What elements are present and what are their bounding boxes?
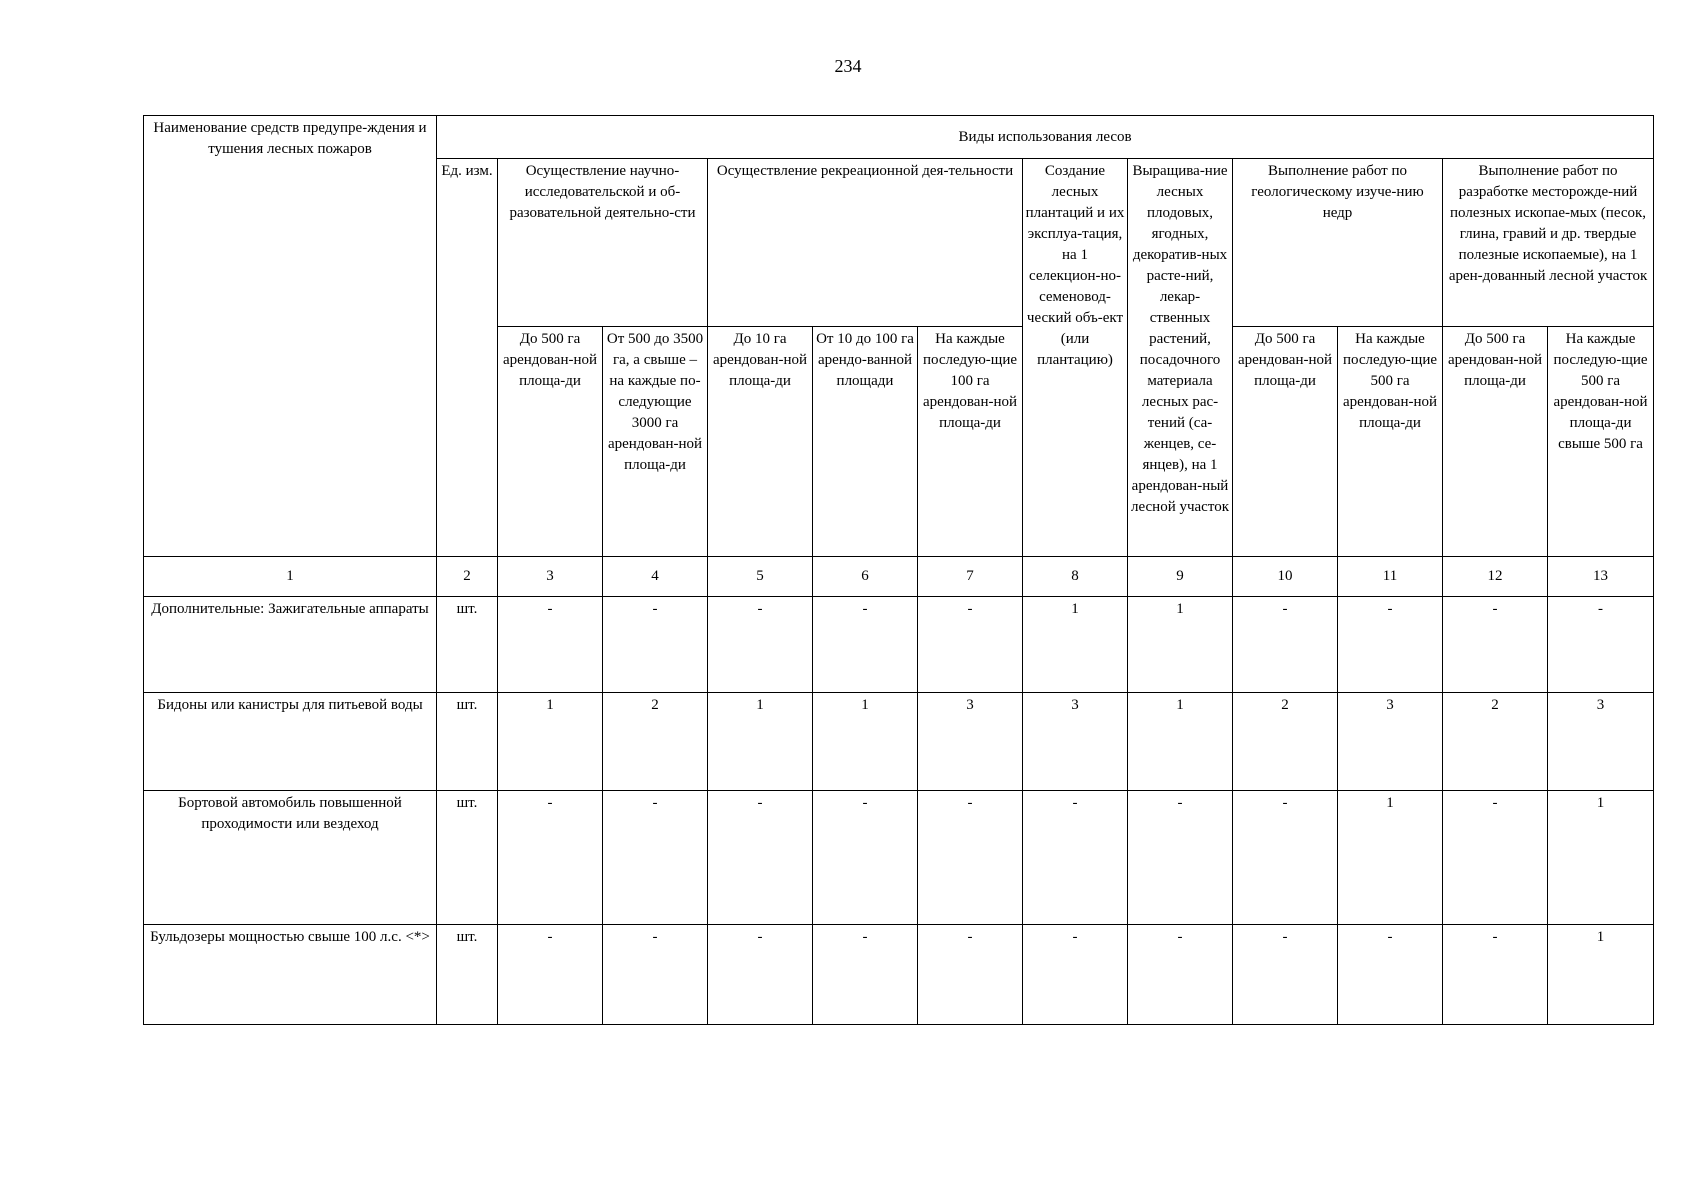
table-cell: - — [1233, 597, 1338, 693]
header-sub-11: На каждые последую-щие 500 га арендован-ной площа-ди — [1338, 327, 1443, 557]
table-cell: - — [1338, 925, 1443, 1025]
table-cell: 1 — [1023, 597, 1128, 693]
table-cell: - — [1548, 597, 1654, 693]
table-cell: 1 — [813, 693, 918, 791]
header-sub-6: От 10 до 100 га арендо-ванной площади — [813, 327, 918, 557]
table-cell: 3 — [1023, 693, 1128, 791]
table-cell: - — [813, 597, 918, 693]
table-cell: 1 — [1548, 925, 1654, 1025]
column-number: 5 — [708, 557, 813, 597]
header-name-column: Наименование средств предупре-ждения и тушения лесных пожаров — [144, 116, 437, 557]
column-number: 7 — [918, 557, 1023, 597]
row-name: Дополнительные: Зажигательные аппараты — [144, 597, 437, 693]
table-row — [144, 791, 1654, 925]
table-cell: - — [1443, 791, 1548, 925]
table-row — [144, 597, 1654, 693]
table-cell: - — [603, 597, 708, 693]
table-cell: - — [708, 925, 813, 1025]
table-cell: 1 — [1338, 791, 1443, 925]
table-cell: - — [813, 925, 918, 1025]
header-group-recreation: Осуществление рекреационной дея-тельности — [708, 159, 1023, 327]
row-name: Бульдозеры мощностью свыше 100 л.с. <*> — [144, 925, 437, 1025]
header-sub-3: До 500 га арендован-ной площа-ди — [498, 327, 603, 557]
table-cell: - — [1443, 597, 1548, 693]
table-cell: 1 — [498, 693, 603, 791]
table-cell: - — [918, 791, 1023, 925]
table-cell: 2 — [1443, 693, 1548, 791]
row-unit: шт. — [437, 693, 498, 791]
column-number: 4 — [603, 557, 708, 597]
column-number: 13 — [1548, 557, 1654, 597]
table-cell: - — [1233, 791, 1338, 925]
table-cell: 1 — [1548, 791, 1654, 925]
table-cell: - — [1128, 791, 1233, 925]
table-cell: 2 — [603, 693, 708, 791]
column-number: 9 — [1128, 557, 1233, 597]
table-cell: - — [1233, 925, 1338, 1025]
table-cell: - — [1443, 925, 1548, 1025]
row-unit: шт. — [437, 597, 498, 693]
table-cell: 3 — [1548, 693, 1654, 791]
table-cell: - — [918, 597, 1023, 693]
table-cell: - — [498, 791, 603, 925]
table-cell: 2 — [1233, 693, 1338, 791]
table-row — [144, 693, 1654, 791]
table-cell: 3 — [1338, 693, 1443, 791]
table-cell: 3 — [918, 693, 1023, 791]
row-unit: шт. — [437, 925, 498, 1025]
header-sub-10: До 500 га арендован-ной площа-ди — [1233, 327, 1338, 557]
column-number: 11 — [1338, 557, 1443, 597]
column-number: 1 — [144, 557, 437, 597]
fire-equipment-table — [143, 115, 1654, 1025]
column-number: 6 — [813, 557, 918, 597]
header-group-growing: Выращива-ние лесных плодовых, ягодных, декоратив-ных расте-ний, лекар-ственных растений, посадочного материала лесных рас-тений (са-женцев, се-янцев), на 1 арендован-ный лесной участок — [1128, 159, 1233, 557]
table-cell: - — [1128, 925, 1233, 1025]
row-unit: шт. — [437, 791, 498, 925]
table-cell: - — [1023, 925, 1128, 1025]
table-cell: - — [1338, 597, 1443, 693]
table-row — [144, 925, 1654, 1025]
header-unit: Ед. изм. — [437, 159, 498, 557]
header-forest-use-types: Виды использования лесов — [437, 116, 1654, 159]
header-group-science: Осуществление научно-исследовательской и об-разовательной деятельно-сти — [498, 159, 708, 327]
column-number: 12 — [1443, 557, 1548, 597]
table-cell: - — [603, 791, 708, 925]
header-sub-4: От 500 до 3500 га, а свыше – на каждые по-следующие 3000 га арендован-ной площа-ди — [603, 327, 708, 557]
table-cell: - — [708, 597, 813, 693]
header-group-mining: Выполнение работ по разработке месторожде-ний полезных ископае-мых (песок, глина, гравий и др. твердые полезные ископаемые), на 1 арен-дованный лесной участок — [1443, 159, 1654, 327]
column-number: 2 — [437, 557, 498, 597]
header-sub-12: До 500 га арендован-ной площа-ди — [1443, 327, 1548, 557]
header-group-plantations: Создание лесных плантаций и их эксплуа-тация, на 1 селекцион-но-семеновод-ческий объ-ект (или плантацию) — [1023, 159, 1128, 557]
column-number-row — [144, 557, 1654, 597]
header-sub-5: До 10 га арендован-ной площа-ди — [708, 327, 813, 557]
table-cell: - — [1023, 791, 1128, 925]
table-cell: - — [918, 925, 1023, 1025]
table-cell: 1 — [708, 693, 813, 791]
table-cell: - — [498, 597, 603, 693]
header-sub-13: На каждые последую-щие 500 га арендован-ной площа-ди свыше 500 га — [1548, 327, 1654, 557]
column-number: 3 — [498, 557, 603, 597]
header-row-1 — [144, 116, 1654, 159]
column-number: 10 — [1233, 557, 1338, 597]
header-sub-7: На каждые последую-щие 100 га арендован-ной площа-ди — [918, 327, 1023, 557]
table-cell: 1 — [1128, 597, 1233, 693]
table-cell: - — [498, 925, 603, 1025]
page-number: 234 — [834, 56, 862, 76]
row-name: Бидоны или канистры для питьевой воды — [144, 693, 437, 791]
table-cell: 1 — [1128, 693, 1233, 791]
table-cell: - — [813, 791, 918, 925]
column-number: 8 — [1023, 557, 1128, 597]
table-cell: - — [603, 925, 708, 1025]
row-name: Бортовой автомобиль повышенной проходимости или вездеход — [144, 791, 437, 925]
table-cell: - — [708, 791, 813, 925]
header-group-geology: Выполнение работ по геологическому изуче-нию недр — [1233, 159, 1443, 327]
